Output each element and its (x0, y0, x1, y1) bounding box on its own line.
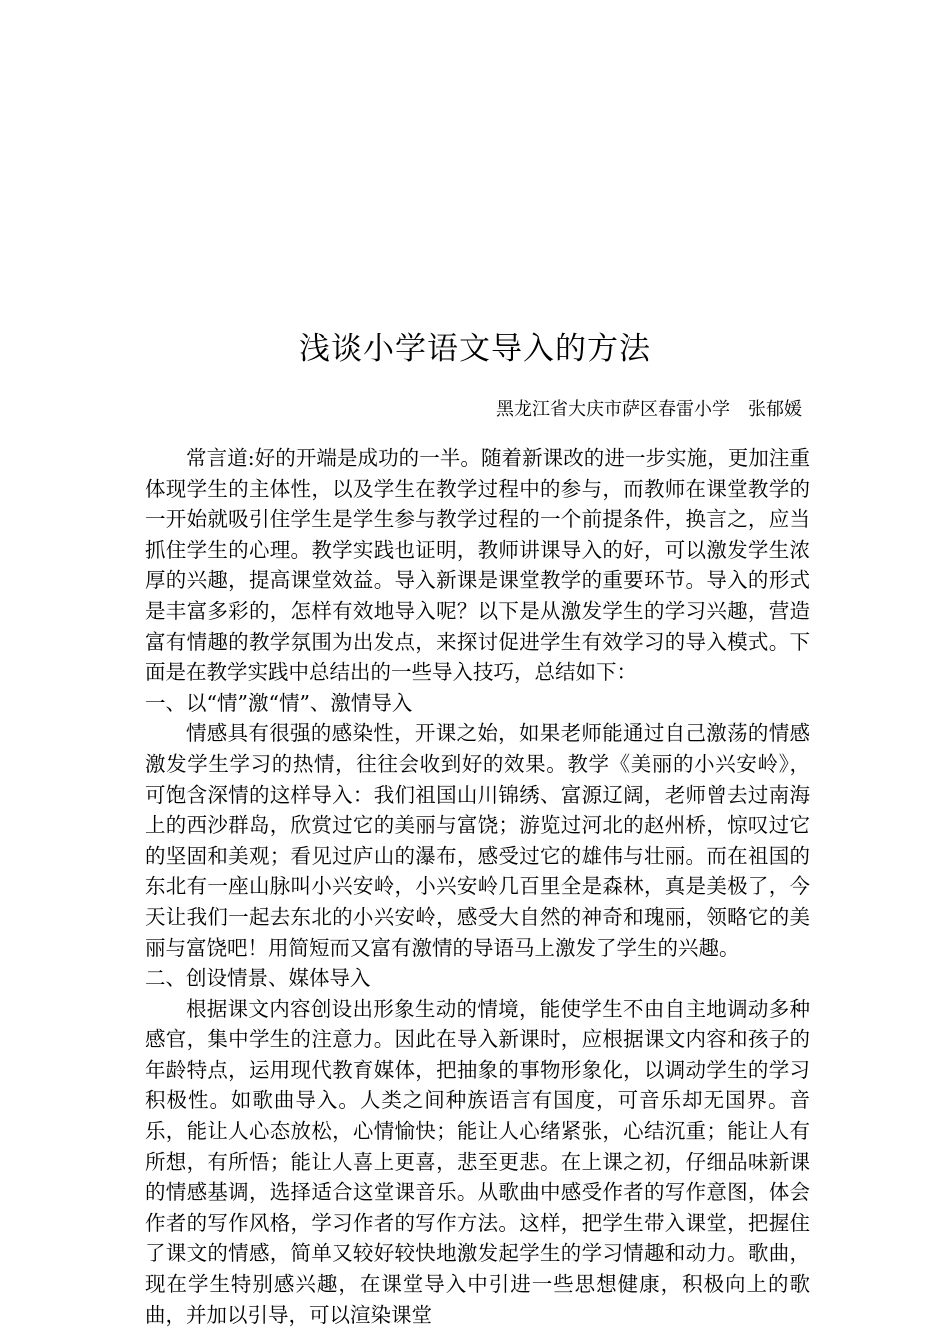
page-title: 浅谈小学语文导入的方法 (299, 331, 651, 367)
section-2-heading: 二、创设情景、媒体导入 (145, 966, 371, 991)
intro-paragraph: 常言道:好的开端是成功的一半。随着新课改的进一步实施，更加注重体现学生的主体性，以及学生在教学过程中的参与，而教师在课堂教学的一开始就吸引住学生是学生参与教学过程的一个前提条件，换言之，应当抓住学生的心理。教学实践也证明，教师讲课导入的好，可以激发学生浓厚的兴趣，提高课堂效益。导入新课是课堂教学的重要环节。导入的形式是丰富多彩的，怎样有效地导入呢？以下是从激发学生的学习兴趣，营造富有情趣的教学氛围为出发点，来探讨促进学生有效学习的导入模式。下面是在教学实践中总结出的一些导入技巧，总结如下： (145, 446, 810, 685)
article-body (145, 443, 810, 1330)
author-line: 黑龙江省大庆市萨区春雷小学 张郁媛 (496, 399, 802, 420)
section-2-paragraph: 根据课文内容创设出形象生动的情境，能使学生不由自主地调动多种感官，集中学生的注意力。因此在导入新课时，应根据课文内容和孩子的年龄特点，运用现代教育媒体，把抽象的事物形象化，以调动学生的学习积极性。如歌曲导入。人类之间种族语言有国度，可音乐却无国界。音乐，能让人心态放松，心情愉快；能让人心绪紧张，心结沉重；能让人有所想，有所悟；能让人喜上更喜，悲至更悲。在上课之初，仔细品味新课的情感基调，选择适合这堂课音乐。从歌曲中感受作者的写作意图，体会作者的写作风格，学习作者的写作方法。这样，把学生带入课堂，把握住了课文的情感，简单又较好较快地激发起学生的学习情趣和动力。歌曲，现在学生特别感兴趣，在课堂导入中引进一些思想健康，积极向上的歌曲，并加以引导，可以渲染课堂 (145, 996, 810, 1327)
section-1-paragraph: 情感具有很强的感染性，开课之始，如果老师能通过自己激荡的情感激发学生学习的热情，往往会收到好的效果。教学《美丽的小兴安岭》，可饱含深情的这样导入：我们祖国山川锦绣、富源辽阔，老师曾去过南海上的西沙群岛，欣赏过它的美丽与富饶；游览过河北的赵州桥，惊叹过它的坚固和美观；看见过庐山的瀑布，感受过它的雄伟与壮丽。而在祖国的东北有一座山脉叫小兴安岭，小兴安岭几百里全是森林，真是美极了，今天让我们一起去东北的小兴安岭，感受大自然的神奇和瑰丽，领略它的美丽与富饶吧！用简短而又富有激情的导语马上激发了学生的兴趣。 (145, 721, 810, 960)
section-1-heading: 一、以“情”激“情”、激情导入 (145, 690, 413, 715)
